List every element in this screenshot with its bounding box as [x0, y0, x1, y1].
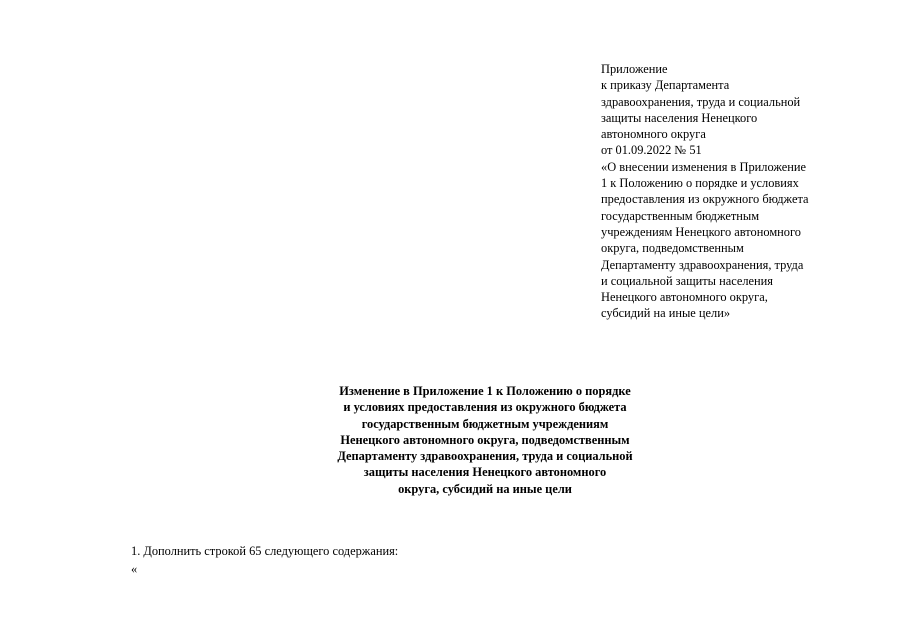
appendix-line: от 01.09.2022 № 51	[601, 143, 702, 158]
appendix-line: учреждениям Ненецкого автономного	[601, 224, 801, 239]
appendix-line: Департаменту здравоохранения, труда	[601, 257, 804, 272]
appendix-line: Приложение	[601, 62, 668, 76]
appendix-line: «О внесении изменения в Приложение	[601, 159, 807, 174]
title-line: Ненецкого автономного округа, подведомственным	[340, 432, 630, 447]
title-line: и условиях предоставления из окружного бюджета	[343, 400, 627, 415]
appendix-line: государственным бюджетным	[601, 208, 760, 223]
appendix-line: 1 к Положению о порядке и условиях	[601, 176, 799, 191]
appendix-line: и социальной защиты населения	[601, 273, 774, 288]
appendix-line: субсидий на иные цели»	[601, 306, 731, 321]
appendix-line: округа, подведомственным	[601, 241, 744, 256]
appendix-line: Ненецкого автономного округа,	[601, 290, 768, 305]
appendix-header	[601, 61, 891, 322]
appendix-line: предоставления из окружного бюджета	[601, 192, 809, 207]
title-line: Департаменту здравоохранения, труда и социальной	[337, 449, 633, 464]
title-line: округа, субсидий на иные цели	[398, 481, 572, 496]
appendix-line: здравоохранения, труда и социальной	[601, 94, 801, 109]
appendix-line: автономного округа	[601, 127, 706, 142]
title-line: государственным бюджетным учреждениям	[361, 416, 609, 431]
appendix-line: к приказу Департамента	[601, 78, 730, 93]
title-line: Изменение в Приложение 1 к Положению о порядке	[339, 384, 631, 398]
document-title	[250, 383, 720, 497]
title-line: защиты населения Ненецкого автономного	[363, 465, 607, 480]
appendix-line: защиты населения Ненецкого	[601, 110, 758, 125]
open-quote-mark: «	[131, 562, 138, 576]
item-1-text: 1. Дополнить строкой 65 следующего содержания:	[131, 544, 399, 558]
